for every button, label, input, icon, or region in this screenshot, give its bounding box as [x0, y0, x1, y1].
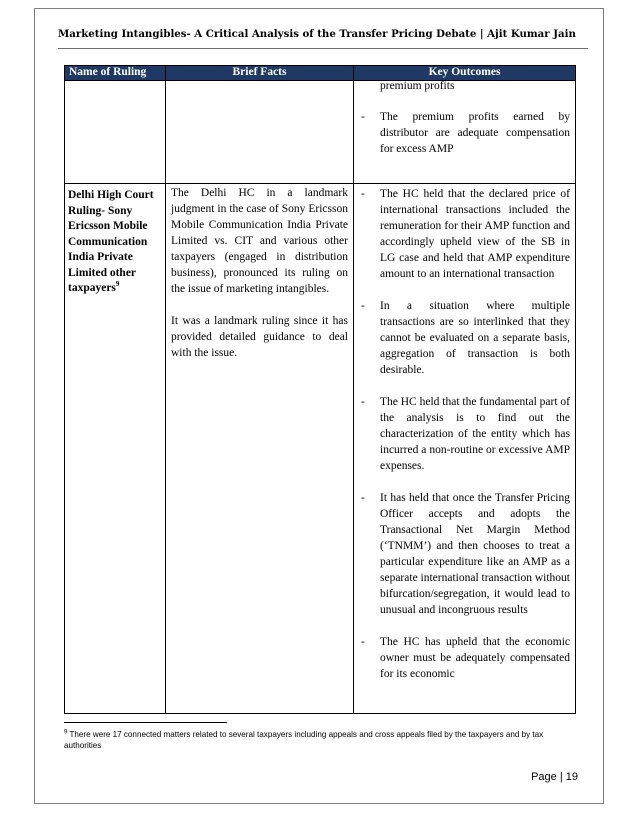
continued-outcome-text: premium profits	[380, 80, 455, 92]
bullet-dash: -	[361, 492, 365, 504]
outcome-bullet	[354, 394, 570, 474]
rulings-table	[64, 65, 576, 714]
cell-outcomes-continued	[354, 81, 576, 184]
outcome-bullet	[354, 298, 570, 378]
table-header-row	[65, 66, 576, 81]
bullet-dash: -	[361, 636, 365, 648]
ruling-name: Delhi High Court Ruling- Sony Ericsson Mobile Communication India Private Limited other taxpayers	[68, 189, 154, 294]
page-number: Page | 19	[531, 771, 578, 783]
table-row-continued	[65, 81, 576, 184]
outcome-bullet	[354, 634, 570, 682]
outcome-text: In a situation where multiple transactions are so interlinked that they cannot be evaluated on a separate basis, aggregation of transaction is both desirable.	[380, 300, 570, 376]
outcome-text: The HC has upheld that the economic owner must be adequately compensated for its economic	[380, 636, 570, 680]
facts-paragraph: The Delhi HC in a landmark judgment in the case of Sony Ericsson Mobile Communication India Private Limited vs. CIT and various other taxpayers (engaged in distribution business), pronounced its ruling on the issue of marketing intangibles.	[171, 187, 348, 295]
bullet-dash: -	[361, 300, 365, 312]
footnote-text: There were 17 connected matters related to several taxpayers including appeals and cross appeals filed by the taxpayers and by tax authorities	[64, 730, 544, 750]
footnote	[64, 729, 579, 751]
outcome-bullet	[354, 186, 570, 282]
header-divider	[58, 48, 588, 49]
outcome-text: It has held that once the Transfer Pricing Officer accepts and adopts the Transactional Net Margin Method (‘TNMM’) and then chooses to treat a particular expenditure like an AMP as a separate international transaction without bifurcation/segregation, it would lead to unusual and incongruous results	[380, 492, 571, 616]
table-row-delhi-hc	[65, 184, 576, 714]
bullet-dash: -	[361, 396, 365, 408]
column-header-facts: Brief Facts	[166, 66, 354, 81]
cell-facts-continued	[166, 81, 354, 184]
footnote-separator	[64, 722, 227, 723]
outcome-bullet	[354, 109, 570, 157]
footnote-reference: 9	[115, 280, 120, 289]
outcome-text: The premium profits earned by distributor are adequate compensation for excess AMP	[380, 111, 570, 155]
cell-outcomes-delhi-hc	[354, 184, 576, 714]
cell-facts-delhi-hc	[166, 184, 354, 714]
cell-name-continued	[65, 81, 166, 184]
footnote-number: 9	[64, 729, 68, 736]
outcome-text: The HC held that the declared price of international transactions included the remuneration for their AMP function and accordingly upheld view of the SB in LG case and held that AMP expenditure amount to an international transaction	[380, 188, 570, 280]
document-header-title: Marketing Intangibles- A Critical Analysis of the Transfer Pricing Debate | Ajit Kumar Jain	[58, 28, 576, 40]
facts-paragraph: It was a landmark ruling since it has provided detailed guidance to deal with the issue.	[171, 315, 348, 359]
cell-name-delhi-hc	[65, 184, 166, 714]
column-header-outcomes: Key Outcomes	[354, 66, 576, 81]
outcome-text: The HC held that the fundamental part of the analysis is to find out the characterization of the entity which has incurred a non-routine or excessive AMP expenses.	[380, 396, 571, 472]
bullet-dash: -	[361, 188, 365, 200]
outcome-bullet	[354, 490, 570, 618]
bullet-dash: -	[361, 111, 365, 123]
column-header-name: Name of Ruling	[65, 66, 166, 81]
